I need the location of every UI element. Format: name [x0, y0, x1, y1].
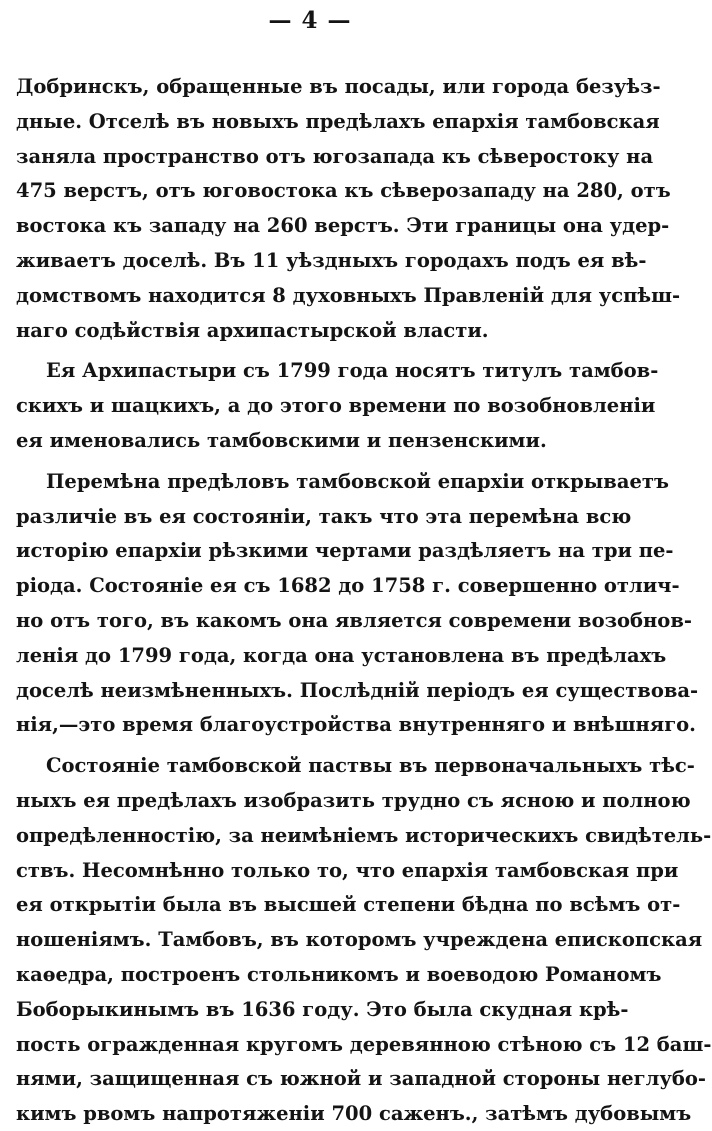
text-line: Состояніе тамбовской паствы въ первоначальныхъ тѣс-: [46, 754, 695, 778]
text-line: доселѣ неизмѣненныхъ. Послѣдній періодъ ея существова-: [16, 678, 699, 702]
text-line: востока къ западу на 260 верстъ. Эти границы она удер-: [16, 214, 670, 238]
text-line: ныхъ ея предѣлахъ изобразить трудно съ ясною и полною: [16, 789, 691, 812]
text-line: нями, защищенная съ южной и западной стороны неглубо-: [16, 1067, 706, 1091]
text-line: Ея Архипастыри съ 1799 года носятъ титулъ тамбов-: [46, 359, 659, 383]
text-line: ствъ. Несомнѣнно только то, что епархія тамбовская при: [16, 858, 679, 882]
text-line: пость огражденная кругомъ деревянною стѣною съ 12 баш-: [16, 1032, 712, 1056]
text-line: ея именовались тамбовскими и пензенскими.: [16, 429, 547, 452]
text-line: Добринскъ, обращенные въ посады, или города безуѣз-: [16, 75, 661, 98]
text-line: ріода. Состояніе ея съ 1682 до 1758 г. совершенно отлич-: [16, 574, 680, 598]
text-line: нія,—это время благоустройства внутренняго и внѣшняго.: [16, 713, 696, 737]
text-line: ея открытіи была въ высшей степени бѣдна по всѣмъ от-: [16, 893, 681, 917]
text-line: домствомъ находится 8 духовныхъ Правленій для успѣш-: [16, 283, 681, 307]
text-line: Перемѣна предѣловъ тамбовской епархіи открываетъ: [46, 469, 669, 493]
text-line: 475 верстъ, отъ юговостока къ сѣверозападу на 280, отъ: [16, 179, 671, 203]
text-line: заняла пространство отъ югозапада къ сѣверостоку на: [16, 144, 654, 168]
text-line: скихъ и шацкихъ, а до этого времени по возобновленіи: [16, 394, 656, 418]
text-line: кимъ рвомъ напротяженіи 700 саженъ., затѣмъ дубовымъ: [16, 1102, 692, 1126]
text-line: ленія до 1799 года, когда она установлена въ предѣлахъ: [16, 643, 667, 667]
text-line: наго содѣйствія архипастырской власти.: [16, 318, 489, 342]
text-line: различіе въ ея состояніи, такъ что эта перемѣна всю: [16, 504, 632, 528]
text-line: но отъ того, въ какомъ она является современи возобнов-: [16, 609, 692, 632]
text-line: дные. Отселѣ въ новыхъ предѣлахъ епархія тамбовская: [16, 109, 660, 133]
text-line: Боборыкинымъ въ 1636 году. Это была скудная крѣ-: [16, 997, 629, 1021]
text-line: опредѣленностію, за неимѣніемъ историческихъ свидѣтель-: [16, 823, 712, 847]
text-line: ношеніямъ. Тамбовъ, въ которомъ учреждена епископская: [16, 928, 703, 952]
text-line: каѳедра, построенъ стольникомъ и воеводою Романомъ: [16, 963, 662, 986]
page-number: — 4 —: [268, 7, 352, 34]
text-line: исторію епархіи рѣзкими чертами раздѣляетъ на три пе-: [16, 539, 674, 563]
text-line: живаетъ доселѣ. Въ 11 уѣздныхъ городахъ подъ ея вѣ-: [16, 249, 647, 272]
